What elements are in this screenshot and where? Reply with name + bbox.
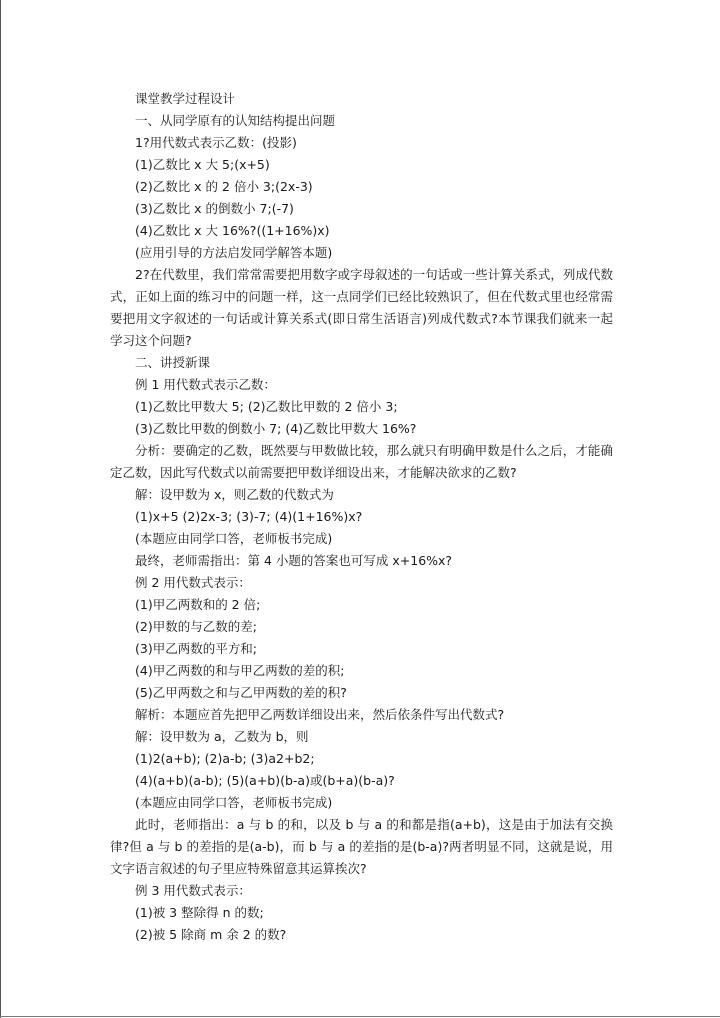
example-3-item-1: (1)被 3 整除得 n 的数;: [135, 905, 264, 920]
page-border-bottom: [0, 1016, 720, 1017]
document-body: [110, 88, 613, 946]
example-2-item-4: (4)甲乙两数的和与甲乙两数的差的积;: [135, 663, 345, 678]
question-1-item-2: (2)乙数比 x 的 2 倍小 3;(2x-3): [135, 179, 313, 194]
example-2-item-2: (2)甲数的与乙数的差;: [135, 619, 257, 634]
doc-title: 课堂教学过程设计: [135, 91, 236, 106]
example-3-item-2: (2)被 5 除商 m 余 2 的数?: [135, 927, 287, 942]
example-2-item-1: (1)甲乙两数和的 2 倍;: [135, 597, 261, 612]
solution-1-remark: 最终，老师需指出：第 4 小题的答案也可写成 x+16%x?: [135, 553, 453, 568]
example-1-items-b: (3)乙数比甲数的倒数小 7; (4)乙数比甲数大 16%?: [135, 421, 417, 436]
example-2-item-5: (5)乙甲两数之和与乙甲两数的差的积?: [135, 685, 347, 700]
paragraph-remark-2: 此时，老师指出：a 与 b 的和，以及 b 与 a 的和都是指(a+b)，这是由于加法有交换律?但 a 与 b 的差指的是(a-b)，而 b 与 a 的差指的是(b-a)?两者明显不同，这就是说，用文字语言叙述的句子里应特殊留意其运算挨次?: [110, 817, 613, 876]
page-border-left: [0, 0, 1, 1018]
example-3-title: 例 3 用代数式表示：: [135, 883, 251, 898]
solution-2-note: (本题应由同学口答，老师板书完成): [135, 795, 333, 810]
question-1-item-3: (3)乙数比 x 的倒数小 7;(-7): [135, 201, 294, 216]
example-1-items-a: (1)乙数比甲数大 5; (2)乙数比甲数的 2 倍小 3;: [135, 399, 398, 414]
example-2-item-3: (3)甲乙两数的平方和;: [135, 641, 257, 656]
paragraph-analysis-1: 分析：要确定的乙数，既然要与甲数做比较，那么就只有明确甲数是什么之后，才能确定乙数，因此写代数式以前需要把甲数详细设出来，才能解决欲求的乙数?: [110, 443, 613, 480]
solution-1-intro: 解：设甲数为 x，则乙数的代数式为: [135, 487, 334, 502]
question-1: 1?用代数式表示乙数：(投影): [135, 135, 297, 150]
solution-1-answers: (1)x+5 (2)2x-3; (3)-7; (4)(1+16%)x?: [135, 509, 363, 524]
solution-2-answers-b: (4)(a+b)(a-b); (5)(a+b)(b-a)或(b+a)(b-a)?: [135, 773, 395, 788]
question-1-item-1: (1)乙数比 x 大 5;(x+5): [135, 157, 270, 172]
question-1-note: (应用引导的方法启发同学解答本题): [135, 245, 333, 260]
solution-1-note: (本题应由同学口答，老师板书完成): [135, 531, 333, 546]
solution-2-intro: 解：设甲数为 a，乙数为 b，则: [135, 729, 309, 744]
analysis-2: 解析：本题应首先把甲乙两数详细设出来，然后依条件写出代数式?: [135, 707, 505, 722]
example-1-title: 例 1 用代数式表示乙数：: [135, 377, 276, 392]
example-2-title: 例 2 用代数式表示：: [135, 575, 251, 590]
section-heading-1: 一、从同学原有的认知结构提出问题: [135, 113, 336, 128]
section-heading-2: 二、讲授新课: [135, 355, 211, 370]
question-1-item-4: (4)乙数比 x 大 16%?((1+16%)x): [135, 223, 330, 238]
paragraph-intro: 2?在代数里，我们常常需要把用数字或字母叙述的一句话或一些计算关系式，列成代数式，正如上面的练习中的问题一样，这一点同学们已经比较熟识了，但在代数式里也经常需要把用文字叙述的一句话或计算关系式(即日常生活语言)列成代数式?本节课我们就来一起学习这个问题?: [110, 267, 613, 348]
solution-2-answers-a: (1)2(a+b); (2)a-b; (3)a2+b2;: [135, 751, 315, 766]
